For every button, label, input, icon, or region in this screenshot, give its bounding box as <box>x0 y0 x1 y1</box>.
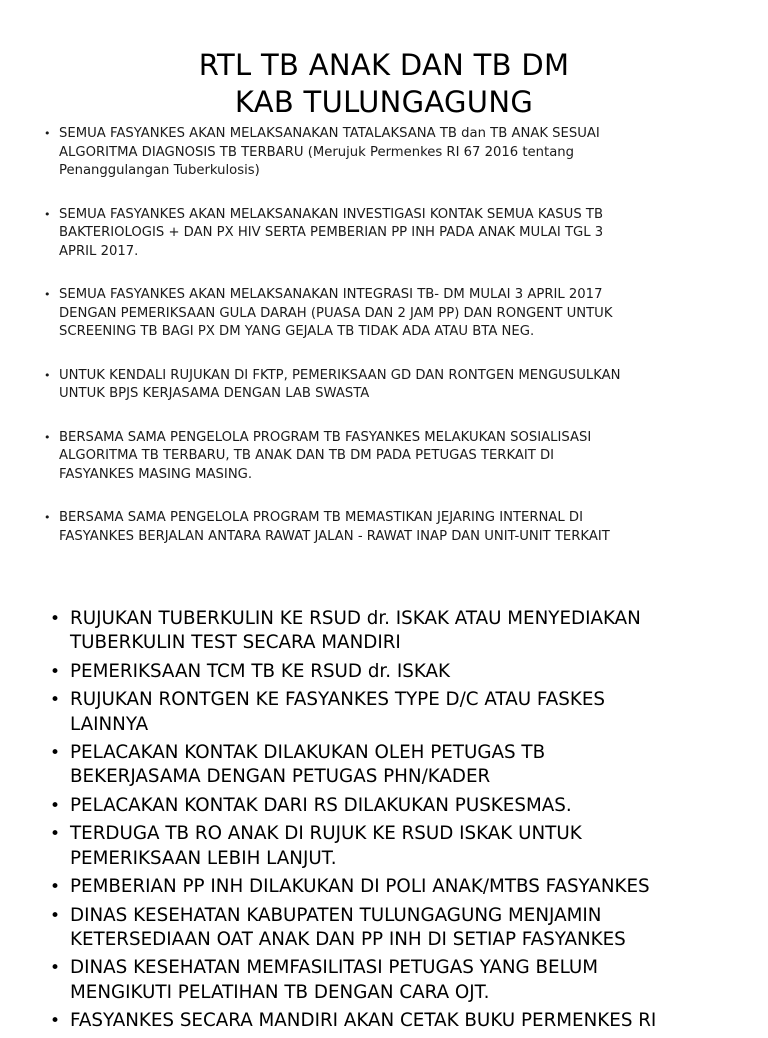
bullet-icon: • <box>50 690 61 711</box>
action-item-text-line: FASYANKES SECARA MANDIRI AKAN CETAK BUKU PERMENKES RI <box>70 1010 657 1032</box>
action-item-text-line: RUJUKAN RONTGEN KE FASYANKES TYPE D/C ATAU FASKES <box>70 689 605 711</box>
plan-item-text-line: BAKTERIOLOGIS + DAN PX HIV SERTA PEMBERIAN PP INH PADA ANAK MULAI TGL 3 <box>59 225 604 240</box>
action-item-text-line: PELACAKAN KONTAK DARI RS DILAKUKAN PUSKESMAS. <box>70 794 572 816</box>
action-item-text-line: KETERSEDIAAN OAT ANAK DAN PP INH DI SETIAP FASYANKES <box>70 928 626 950</box>
action-item-text-line: PEMBERIAN PP INH DILAKUKAN DI POLI ANAK/MTBS FASYANKES <box>70 876 650 898</box>
bullet-icon: • <box>44 288 51 301</box>
bullet-icon: • <box>44 207 51 221</box>
plan-item <box>44 509 734 546</box>
action-item <box>50 822 750 871</box>
plan-item-text-line: BERSAMA SAMA PENGELOLA PROGRAM TB FASYANKES MELAKUKAN SOSIALISASI <box>59 429 592 445</box>
bullet-icon: • <box>44 511 51 524</box>
bullet-icon: • <box>44 127 51 140</box>
action-item-text-line: LAINNYA <box>70 713 149 735</box>
plan-item-text-line: SEMUA FASYANKES AKAN MELAKSANAKAN INTEGRASI TB- DM MULAI 3 APRIL 2017 <box>59 287 603 302</box>
action-item <box>50 904 750 953</box>
action-item-text-line: PELACAKAN KONTAK DILAKUKAN OLEH PETUGAS TB <box>70 742 546 764</box>
bullet-icon: • <box>50 824 61 845</box>
action-item-text-line: RUJUKAN TUBERKULIN KE RSUD dr. ISKAK ATAU MENYEDIAKAN <box>70 608 641 629</box>
title-line-1: RTL TB ANAK DAN TB DM <box>198 48 570 83</box>
action-item <box>50 660 750 684</box>
action-item <box>50 794 750 818</box>
bullet-icon: • <box>50 743 61 764</box>
bullet-icon: • <box>50 795 61 816</box>
plan-item-text-line: FASYANKES BERJALAN ANTARA RAWAT JALAN - RAWAT INAP DAN UNIT-UNIT TERKAIT <box>59 528 610 544</box>
plan-item <box>44 367 734 404</box>
action-item-text-line: TERDUGA TB RO ANAK DI RUJUK KE RSUD ISKAK UNTUK <box>70 823 582 845</box>
bullet-icon: • <box>50 1011 61 1032</box>
plan-item-text-line: DENGAN PEMERIKSAAN GULA DARAH (PUASA DAN 2 JAM PP) DAN RONGENT UNTUK <box>59 305 613 321</box>
bullet-icon: • <box>44 430 51 444</box>
plan-item-text-line: ALGORITMA TB TERBARU, TB ANAK DAN TB DM PADA PETUGAS TERKAIT DI <box>59 448 555 463</box>
plan-item-text-line: UNTUK BPJS KERJASAMA DENGAN LAB SWASTA <box>59 386 370 401</box>
action-item <box>50 956 750 1005</box>
action-item-text-line: PEMERIKSAAN TCM TB KE RSUD dr. ISKAK <box>70 660 451 682</box>
plan-item-text-line: SEMUA FASYANKES AKAN MELAKSANAKAN INVESTIGASI KONTAK SEMUA KASUS TB <box>59 206 603 222</box>
action-item <box>50 875 750 899</box>
plan-item-text-line: FASYANKES MASING MASING. <box>59 466 253 482</box>
action-item-text-line: DINAS KESEHATAN KABUPATEN TULUNGAGUNG MENJAMIN <box>70 904 602 926</box>
plan-item-text-line: SCREENING TB BAGI PX DM YANG GEJALA TB TIDAK ADA ATAU BTA NEG. <box>59 324 535 339</box>
plan-list <box>44 125 734 571</box>
action-item-text-line: BEKERJASAMA DENGAN PETUGAS PHN/KADER <box>70 766 491 788</box>
action-item-text-line: MENGIKUTI PELATIHAN TB DENGAN CARA OJT. <box>70 981 490 1003</box>
action-item <box>50 607 750 656</box>
action-item <box>50 741 750 790</box>
plan-item-text-line: UNTUK KENDALI RUJUKAN DI FKTP, PEMERIKSAAN GD DAN RONTGEN MENGUSULKAN <box>59 367 621 383</box>
plan-item-text-line: APRIL 2017. <box>59 243 139 259</box>
action-item-text-line: DINAS KESEHATAN MEMFASILITASI PETUGAS YANG BELUM <box>70 957 599 979</box>
action-item-text-line: TUBERKULIN TEST SECARA MANDIRI <box>70 632 401 654</box>
plan-item <box>44 286 734 342</box>
plan-item <box>44 206 734 262</box>
plan-item <box>44 429 734 485</box>
plan-item <box>44 125 734 181</box>
bullet-icon: • <box>50 661 61 682</box>
plan-item-text-line: ALGORITMA DIAGNOSIS TB TERBARU (Merujuk Permenkes RI 67 2016 tentang <box>59 144 575 160</box>
plan-item-text-line: SEMUA FASYANKES AKAN MELAKSANAKAN TATALAKSANA TB dan TB ANAK SESUAI <box>59 126 600 141</box>
action-item <box>50 688 750 737</box>
action-item-text-line: PEMERIKSAAN LEBIH LANJUT. <box>70 847 337 869</box>
bullet-icon: • <box>50 958 61 979</box>
plan-item-text-line: BERSAMA SAMA PENGELOLA PROGRAM TB MEMASTIKAN JEJARING INTERNAL DI <box>59 510 583 525</box>
plan-item-text-line: Penanggulangan Tuberkulosis) <box>59 163 260 178</box>
action-list <box>50 607 750 1038</box>
bullet-icon: • <box>50 905 61 926</box>
action-item <box>50 1009 750 1033</box>
bullet-icon: • <box>50 877 61 898</box>
bullet-icon: • <box>50 609 61 629</box>
bullet-icon: • <box>44 368 51 382</box>
page-title <box>0 47 768 121</box>
title-line-2: KAB TULUNGAGUNG <box>234 85 534 120</box>
